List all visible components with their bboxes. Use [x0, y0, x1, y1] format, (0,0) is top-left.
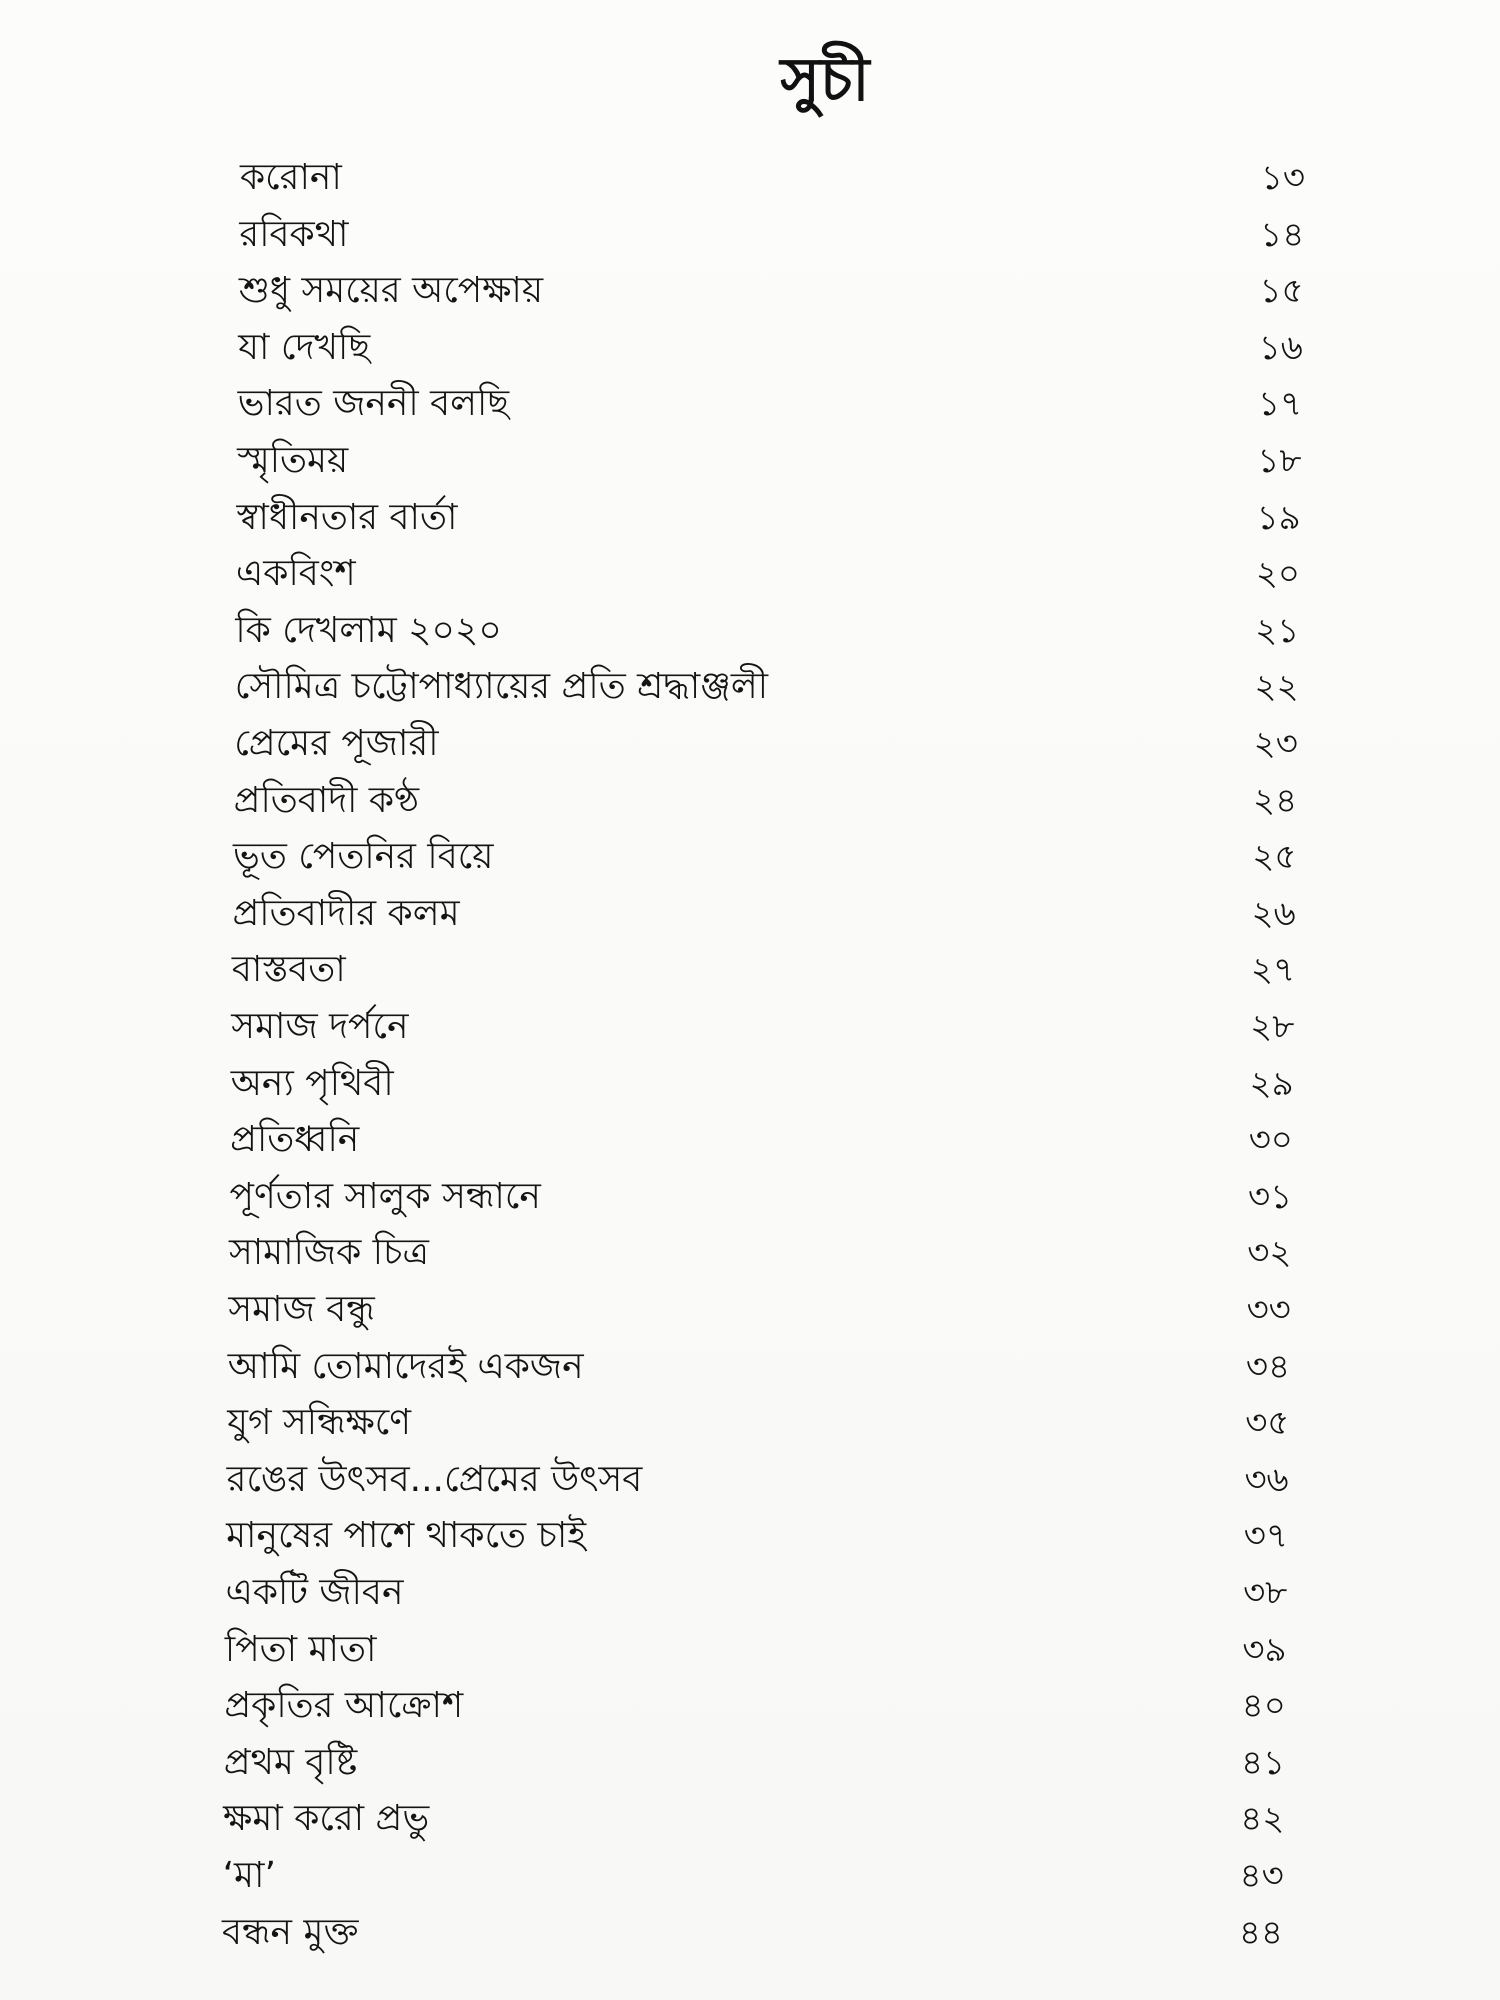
toc-entry-title: একটি জীবন [225, 1572, 404, 1613]
toc-entry-title: একবিংশ [235, 553, 356, 595]
toc-row [0, 433, 1500, 489]
toc-row [0, 773, 1500, 829]
toc-entry-page-number: ৩৩ [1246, 1290, 1291, 1330]
toc-entry-title: যা দেখছি [238, 326, 371, 368]
toc-entry-page-number: ২৪ [1253, 780, 1298, 821]
toc-row [0, 603, 1500, 659]
toc-entry-title: অন্য পৃথিবী [230, 1062, 394, 1104]
toc-entry-page-number: ৪১ [1241, 1742, 1286, 1783]
toc-entry-page-number: ৪৪ [1238, 1912, 1283, 1953]
toc-entry-title: সামাজিক চিত্র [228, 1232, 429, 1274]
toc-entry-title: ক্ষমা করো প্রভু [223, 1798, 430, 1840]
toc-entry-title: সমাজ বন্ধু [228, 1289, 375, 1330]
toc-entry-title: প্রতিবাদীর কলম [232, 892, 460, 934]
toc-entry-title: মানুষের পাশে থাকতে চাই [226, 1515, 587, 1557]
toc-row [0, 1791, 1500, 1847]
toc-entry-page-number: ২৫ [1252, 837, 1297, 878]
toc-entry-page-number: ২৭ [1250, 950, 1296, 991]
toc-row [0, 1565, 1500, 1621]
toc-entry-title: সৌমিত্র চট্টোপাধ্যায়ের প্রতি শ্রদ্ধাঞ্জলী [234, 666, 769, 708]
page-title: সুচী [780, 45, 870, 115]
toc-entry-page-number: ২৮ [1250, 1007, 1295, 1047]
toc-entry-title: যুগ সন্ধিক্ষণে [227, 1402, 411, 1444]
toc-entry-page-number: ১৭ [1257, 384, 1303, 425]
toc-entry-title: প্রথম বৃষ্টি [223, 1741, 358, 1783]
toc-entry-title: প্রেমের পূজারী [234, 723, 439, 764]
toc-entry-page-number: ১৯ [1256, 497, 1301, 538]
toc-entry-page-number: ৩১ [1248, 1176, 1293, 1217]
toc-entry-page-number: ৩৪ [1245, 1346, 1291, 1387]
toc-entry-title: রঙের উৎসব...প্রেমের উৎসব [226, 1458, 643, 1500]
toc-entry-page-number: ৩০ [1248, 1120, 1293, 1161]
toc-entry-title: ভূত পেতনির বিয়ে [233, 836, 494, 878]
toc-row [0, 886, 1500, 942]
toc-entry-page-number: ২০ [1255, 554, 1301, 595]
toc-entry-page-number: ১৪ [1260, 214, 1305, 255]
toc-entry-page-number: ২৩ [1253, 724, 1298, 764]
toc-entry-title: প্রতিধ্বনি [230, 1119, 360, 1161]
toc-row [0, 320, 1500, 376]
toc-row [0, 1905, 1500, 1961]
toc-row [0, 1395, 1500, 1451]
toc-row [0, 1339, 1500, 1395]
toc-entry-title: পিতা মাতা [224, 1628, 377, 1670]
toc-row [0, 546, 1500, 602]
toc-entry-title: রবিকথা [239, 213, 349, 255]
toc-row [0, 1056, 1500, 1112]
toc-row [0, 716, 1500, 772]
toc-row [0, 490, 1500, 546]
toc-entry-page-number: ৪৩ [1239, 1856, 1284, 1896]
toc-row [0, 1508, 1500, 1564]
toc-entry-title: প্রতিবাদী কণ্ঠ [233, 779, 420, 821]
toc-entry-title: স্মৃতিময় [237, 440, 349, 481]
toc-entry-title: প্রকৃতির আক্রোশ [224, 1685, 464, 1727]
toc-row [0, 942, 1500, 998]
toc-row [0, 659, 1500, 715]
toc-row [0, 1169, 1500, 1225]
toc-entry-page-number: ২৬ [1251, 893, 1296, 934]
toc-entry-title: পূর্ণতার সালুক সন্ধানে [229, 1175, 541, 1217]
toc-entry-page-number: ২৯ [1249, 1063, 1294, 1104]
toc-entry-title: সমাজ দর্পনে [231, 1006, 409, 1047]
toc-row [0, 1735, 1500, 1791]
toc-row [0, 999, 1500, 1055]
toc-row [0, 1622, 1500, 1678]
toc-entry-title: বন্ধন মুক্ত [222, 1911, 359, 1953]
toc-entry-page-number: ৩৫ [1245, 1403, 1290, 1444]
toc-row [0, 829, 1500, 885]
toc-row [0, 150, 1500, 206]
toc-entry-page-number: ৪২ [1240, 1799, 1285, 1840]
toc-entry-title: ‘মা’ [222, 1855, 276, 1896]
toc-entry-page-number: ৩৯ [1242, 1629, 1287, 1670]
toc-entry-title: কি দেখলাম ২০২০ [235, 609, 502, 651]
toc-row [0, 376, 1500, 432]
toc-entry-page-number: ১৬ [1258, 327, 1303, 368]
toc-row [0, 207, 1500, 263]
toc-row [0, 1282, 1500, 1338]
toc-entry-page-number: ১৩ [1260, 158, 1305, 198]
toc-entry-title: ভারত জননী বলছি [237, 383, 510, 425]
toc-entry-page-number: ৩৬ [1244, 1459, 1289, 1500]
toc-entry-title: বাস্তবতা [231, 949, 346, 991]
toc-entry-page-number: ৩২ [1247, 1233, 1292, 1274]
toc-row [0, 1848, 1500, 1904]
toc-entry-title: আমি তোমাদেরই একজন [227, 1345, 584, 1387]
toc-entry-page-number: ১৫ [1259, 271, 1304, 312]
toc-row [0, 1678, 1500, 1734]
toc-row [0, 1225, 1500, 1281]
toc-entry-title: স্বাধীনতার বার্তা [236, 496, 458, 538]
toc-entry-page-number: ১৮ [1257, 441, 1302, 481]
toc-entry-page-number: ২২ [1254, 667, 1299, 708]
toc-entry-title: শুধু সময়ের অপেক্ষায় [238, 270, 544, 312]
toc-entry-page-number: ২১ [1255, 610, 1300, 651]
toc-entry-page-number: ৪০ [1241, 1686, 1286, 1727]
toc-row [0, 1112, 1500, 1168]
toc-entry-page-number: ৩৭ [1243, 1516, 1288, 1557]
toc-row [0, 1452, 1500, 1508]
toc-row [0, 263, 1500, 319]
toc-entry-title: করোনা [240, 157, 342, 198]
toc-entry-page-number: ৩৮ [1243, 1573, 1288, 1613]
